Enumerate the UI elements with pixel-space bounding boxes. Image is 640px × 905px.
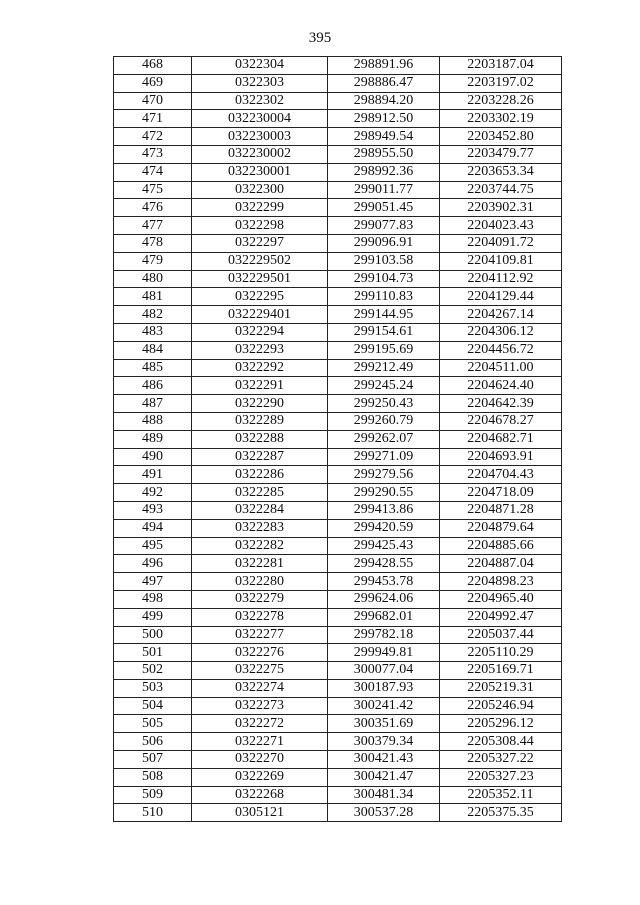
table-row <box>114 519 562 537</box>
row-index-cell: 507 <box>114 751 192 769</box>
x-coordinate-cell: 299212.49 <box>328 359 440 377</box>
table-row <box>114 199 562 217</box>
table-row <box>114 181 562 199</box>
row-index-cell: 468 <box>114 57 192 75</box>
point-id-cell: 032229501 <box>192 270 328 288</box>
x-coordinate-cell: 300187.93 <box>328 679 440 697</box>
row-index-cell: 505 <box>114 715 192 733</box>
y-coordinate-cell: 2205352.11 <box>440 786 562 804</box>
table-row <box>114 644 562 662</box>
row-index-cell: 488 <box>114 412 192 430</box>
y-coordinate-cell: 2204091.72 <box>440 234 562 252</box>
row-index-cell: 483 <box>114 323 192 341</box>
x-coordinate-cell: 300351.69 <box>328 715 440 733</box>
point-id-cell: 0322294 <box>192 323 328 341</box>
y-coordinate-cell: 2205296.12 <box>440 715 562 733</box>
x-coordinate-cell: 298992.36 <box>328 163 440 181</box>
x-coordinate-cell: 299110.83 <box>328 288 440 306</box>
table-row <box>114 359 562 377</box>
row-index-cell: 509 <box>114 786 192 804</box>
point-id-cell: 0322274 <box>192 679 328 697</box>
y-coordinate-cell: 2205219.31 <box>440 679 562 697</box>
table-row <box>114 751 562 769</box>
point-id-cell: 0322304 <box>192 57 328 75</box>
x-coordinate-cell: 299425.43 <box>328 537 440 555</box>
point-id-cell: 0322270 <box>192 751 328 769</box>
y-coordinate-cell: 2205169.71 <box>440 662 562 680</box>
table-row <box>114 786 562 804</box>
x-coordinate-cell: 298912.50 <box>328 110 440 128</box>
table-row <box>114 466 562 484</box>
row-index-cell: 476 <box>114 199 192 217</box>
table-row <box>114 306 562 324</box>
row-index-cell: 493 <box>114 501 192 519</box>
y-coordinate-cell: 2204898.23 <box>440 573 562 591</box>
row-index-cell: 510 <box>114 804 192 822</box>
x-coordinate-cell: 299096.91 <box>328 234 440 252</box>
x-coordinate-cell: 300241.42 <box>328 697 440 715</box>
point-id-cell: 032230002 <box>192 145 328 163</box>
point-id-cell: 0322299 <box>192 199 328 217</box>
x-coordinate-cell: 300481.34 <box>328 786 440 804</box>
x-coordinate-cell: 299279.56 <box>328 466 440 484</box>
table-row <box>114 110 562 128</box>
point-id-cell: 0322277 <box>192 626 328 644</box>
y-coordinate-cell: 2204965.40 <box>440 590 562 608</box>
table-row <box>114 501 562 519</box>
point-id-cell: 032230004 <box>192 110 328 128</box>
x-coordinate-cell: 299077.83 <box>328 217 440 235</box>
y-coordinate-cell: 2204456.72 <box>440 341 562 359</box>
point-id-cell: 032230001 <box>192 163 328 181</box>
y-coordinate-cell: 2204704.43 <box>440 466 562 484</box>
y-coordinate-cell: 2205308.44 <box>440 733 562 751</box>
x-coordinate-cell: 299453.78 <box>328 573 440 591</box>
y-coordinate-cell: 2203187.04 <box>440 57 562 75</box>
y-coordinate-cell: 2205037.44 <box>440 626 562 644</box>
row-index-cell: 495 <box>114 537 192 555</box>
y-coordinate-cell: 2205110.29 <box>440 644 562 662</box>
row-index-cell: 484 <box>114 341 192 359</box>
row-index-cell: 478 <box>114 234 192 252</box>
table-row <box>114 395 562 413</box>
table-row <box>114 555 562 573</box>
point-id-cell: 0322302 <box>192 92 328 110</box>
y-coordinate-cell: 2204624.40 <box>440 377 562 395</box>
table-row <box>114 270 562 288</box>
x-coordinate-cell: 299103.58 <box>328 252 440 270</box>
row-index-cell: 473 <box>114 145 192 163</box>
y-coordinate-cell: 2204511.00 <box>440 359 562 377</box>
table-row <box>114 537 562 555</box>
point-id-cell: 0322276 <box>192 644 328 662</box>
point-id-cell: 0322281 <box>192 555 328 573</box>
x-coordinate-cell: 299195.69 <box>328 341 440 359</box>
y-coordinate-cell: 2204992.47 <box>440 608 562 626</box>
y-coordinate-cell: 2203452.80 <box>440 128 562 146</box>
point-id-cell: 0322300 <box>192 181 328 199</box>
point-id-cell: 0305121 <box>192 804 328 822</box>
row-index-cell: 504 <box>114 697 192 715</box>
row-index-cell: 492 <box>114 484 192 502</box>
table-row <box>114 234 562 252</box>
y-coordinate-cell: 2204682.71 <box>440 430 562 448</box>
point-id-cell: 0322278 <box>192 608 328 626</box>
table-row <box>114 163 562 181</box>
y-coordinate-cell: 2204129.44 <box>440 288 562 306</box>
row-index-cell: 503 <box>114 679 192 697</box>
table-row <box>114 288 562 306</box>
x-coordinate-cell: 299290.55 <box>328 484 440 502</box>
y-coordinate-cell: 2204267.14 <box>440 306 562 324</box>
table-row <box>114 697 562 715</box>
point-id-cell: 0322284 <box>192 501 328 519</box>
y-coordinate-cell: 2203902.31 <box>440 199 562 217</box>
y-coordinate-cell: 2204023.43 <box>440 217 562 235</box>
x-coordinate-cell: 299271.09 <box>328 448 440 466</box>
row-index-cell: 480 <box>114 270 192 288</box>
y-coordinate-cell: 2204871.28 <box>440 501 562 519</box>
x-coordinate-cell: 299949.81 <box>328 644 440 662</box>
y-coordinate-cell: 2204887.04 <box>440 555 562 573</box>
y-coordinate-cell: 2204109.81 <box>440 252 562 270</box>
x-coordinate-cell: 299262.07 <box>328 430 440 448</box>
point-id-cell: 0322271 <box>192 733 328 751</box>
x-coordinate-cell: 300421.47 <box>328 768 440 786</box>
table-row <box>114 662 562 680</box>
x-coordinate-cell: 298949.54 <box>328 128 440 146</box>
x-coordinate-cell: 299245.24 <box>328 377 440 395</box>
point-id-cell: 0322295 <box>192 288 328 306</box>
y-coordinate-cell: 2204693.91 <box>440 448 562 466</box>
x-coordinate-cell: 299011.77 <box>328 181 440 199</box>
y-coordinate-cell: 2204879.64 <box>440 519 562 537</box>
point-id-cell: 032229401 <box>192 306 328 324</box>
table-body <box>114 57 562 822</box>
y-coordinate-cell: 2203228.26 <box>440 92 562 110</box>
table-row <box>114 679 562 697</box>
point-id-cell: 0322298 <box>192 217 328 235</box>
point-id-cell: 0322273 <box>192 697 328 715</box>
table-row <box>114 590 562 608</box>
x-coordinate-cell: 299413.86 <box>328 501 440 519</box>
row-index-cell: 496 <box>114 555 192 573</box>
point-id-cell: 0322290 <box>192 395 328 413</box>
row-index-cell: 506 <box>114 733 192 751</box>
table-row <box>114 626 562 644</box>
row-index-cell: 481 <box>114 288 192 306</box>
row-index-cell: 498 <box>114 590 192 608</box>
table-row <box>114 323 562 341</box>
y-coordinate-cell: 2204112.92 <box>440 270 562 288</box>
row-index-cell: 502 <box>114 662 192 680</box>
point-id-cell: 0322288 <box>192 430 328 448</box>
table-row <box>114 573 562 591</box>
row-index-cell: 499 <box>114 608 192 626</box>
table-row <box>114 608 562 626</box>
table-row <box>114 217 562 235</box>
x-coordinate-cell: 298955.50 <box>328 145 440 163</box>
x-coordinate-cell: 299260.79 <box>328 412 440 430</box>
y-coordinate-cell: 2205327.22 <box>440 751 562 769</box>
row-index-cell: 472 <box>114 128 192 146</box>
y-coordinate-cell: 2205375.35 <box>440 804 562 822</box>
point-id-cell: 0322285 <box>192 484 328 502</box>
x-coordinate-cell: 299144.95 <box>328 306 440 324</box>
point-id-cell: 0322286 <box>192 466 328 484</box>
coordinates-table <box>113 56 562 822</box>
point-id-cell: 0322287 <box>192 448 328 466</box>
y-coordinate-cell: 2203744.75 <box>440 181 562 199</box>
y-coordinate-cell: 2204885.66 <box>440 537 562 555</box>
point-id-cell: 0322292 <box>192 359 328 377</box>
point-id-cell: 0322283 <box>192 519 328 537</box>
table-row <box>114 412 562 430</box>
x-coordinate-cell: 299682.01 <box>328 608 440 626</box>
row-index-cell: 479 <box>114 252 192 270</box>
point-id-cell: 0322303 <box>192 74 328 92</box>
row-index-cell: 477 <box>114 217 192 235</box>
row-index-cell: 494 <box>114 519 192 537</box>
x-coordinate-cell: 299250.43 <box>328 395 440 413</box>
x-coordinate-cell: 299420.59 <box>328 519 440 537</box>
point-id-cell: 0322275 <box>192 662 328 680</box>
table-row <box>114 74 562 92</box>
row-index-cell: 500 <box>114 626 192 644</box>
row-index-cell: 508 <box>114 768 192 786</box>
row-index-cell: 501 <box>114 644 192 662</box>
y-coordinate-cell: 2203197.02 <box>440 74 562 92</box>
x-coordinate-cell: 300421.43 <box>328 751 440 769</box>
x-coordinate-cell: 300077.04 <box>328 662 440 680</box>
table-row <box>114 145 562 163</box>
y-coordinate-cell: 2203302.19 <box>440 110 562 128</box>
x-coordinate-cell: 299782.18 <box>328 626 440 644</box>
y-coordinate-cell: 2204718.09 <box>440 484 562 502</box>
table-row <box>114 92 562 110</box>
table-row <box>114 430 562 448</box>
table-row <box>114 768 562 786</box>
x-coordinate-cell: 299624.06 <box>328 590 440 608</box>
point-id-cell: 0322282 <box>192 537 328 555</box>
row-index-cell: 469 <box>114 74 192 92</box>
y-coordinate-cell: 2204642.39 <box>440 395 562 413</box>
x-coordinate-cell: 299104.73 <box>328 270 440 288</box>
point-id-cell: 0322297 <box>192 234 328 252</box>
x-coordinate-cell: 298886.47 <box>328 74 440 92</box>
y-coordinate-cell: 2204678.27 <box>440 412 562 430</box>
row-index-cell: 490 <box>114 448 192 466</box>
row-index-cell: 491 <box>114 466 192 484</box>
y-coordinate-cell: 2205327.23 <box>440 768 562 786</box>
point-id-cell: 0322293 <box>192 341 328 359</box>
point-id-cell: 0322279 <box>192 590 328 608</box>
x-coordinate-cell: 300379.34 <box>328 733 440 751</box>
table-row <box>114 448 562 466</box>
table-row <box>114 484 562 502</box>
table-row <box>114 128 562 146</box>
row-index-cell: 482 <box>114 306 192 324</box>
page-number: 395 <box>308 30 332 46</box>
row-index-cell: 474 <box>114 163 192 181</box>
row-index-cell: 471 <box>114 110 192 128</box>
row-index-cell: 487 <box>114 395 192 413</box>
x-coordinate-cell: 299428.55 <box>328 555 440 573</box>
point-id-cell: 0322280 <box>192 573 328 591</box>
x-coordinate-cell: 299154.61 <box>328 323 440 341</box>
table-row <box>114 57 562 75</box>
table-row <box>114 252 562 270</box>
table-row <box>114 377 562 395</box>
point-id-cell: 032229502 <box>192 252 328 270</box>
x-coordinate-cell: 298891.96 <box>328 57 440 75</box>
table-row <box>114 804 562 822</box>
x-coordinate-cell: 299051.45 <box>328 199 440 217</box>
point-id-cell: 032230003 <box>192 128 328 146</box>
table-row <box>114 341 562 359</box>
point-id-cell: 0322289 <box>192 412 328 430</box>
row-index-cell: 475 <box>114 181 192 199</box>
row-index-cell: 485 <box>114 359 192 377</box>
table-row <box>114 715 562 733</box>
point-id-cell: 0322268 <box>192 786 328 804</box>
point-id-cell: 0322272 <box>192 715 328 733</box>
x-coordinate-cell: 300537.28 <box>328 804 440 822</box>
y-coordinate-cell: 2205246.94 <box>440 697 562 715</box>
y-coordinate-cell: 2203653.34 <box>440 163 562 181</box>
row-index-cell: 486 <box>114 377 192 395</box>
point-id-cell: 0322269 <box>192 768 328 786</box>
row-index-cell: 470 <box>114 92 192 110</box>
row-index-cell: 489 <box>114 430 192 448</box>
y-coordinate-cell: 2203479.77 <box>440 145 562 163</box>
point-id-cell: 0322291 <box>192 377 328 395</box>
row-index-cell: 497 <box>114 573 192 591</box>
y-coordinate-cell: 2204306.12 <box>440 323 562 341</box>
table-row <box>114 733 562 751</box>
x-coordinate-cell: 298894.20 <box>328 92 440 110</box>
